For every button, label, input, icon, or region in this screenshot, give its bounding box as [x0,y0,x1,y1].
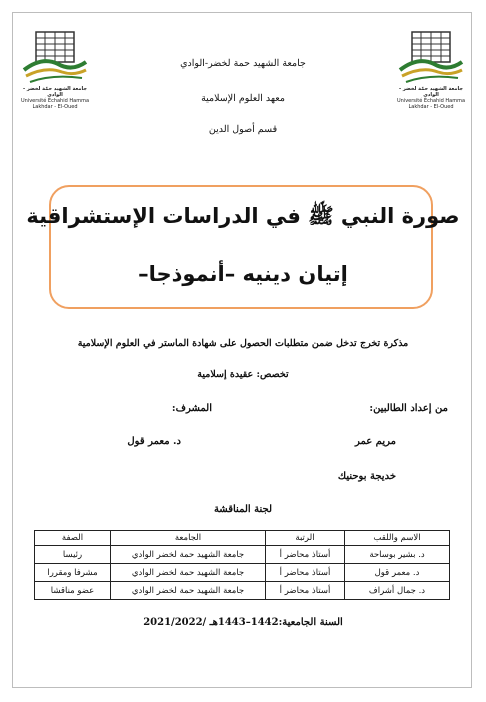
table-cell: أستاذ محاضر أ [266,546,345,564]
institute-name: معهد العلوم الإسلامية [201,93,285,104]
thesis-subtitle: إتيان دينيه –أنموذجا– [138,262,348,286]
table-row [35,582,450,600]
memo-text: مذكرة تخرج تدخل ضمن متطلبات الحصول على شهادة الماستر في العلوم الإسلامية [77,338,409,349]
table-cell: رئيسا [35,546,111,564]
table-cell: جامعة الشهيد حمة لخضر الوادي [111,546,266,564]
table-cell: أستاذ محاضر أ [266,582,345,600]
table-cell: مشرفا ومقررا [35,564,111,582]
student-name: خديجة بوحنيك [337,471,396,482]
column-header: الجامعة [111,531,266,546]
thesis-title: صورة النبي ﷺ في الدراسات الإستشراقية [26,204,460,228]
table-cell: د. جمال أشراف [345,582,450,600]
table-cell: جامعة الشهيد حمة لخضر الوادي [111,564,266,582]
committee-table [34,530,450,600]
table-cell: د. بشير بوساحة [345,546,450,564]
table-row [35,546,450,564]
table-row [35,564,450,582]
table-cell: د. معمر قول [345,564,450,582]
table-header-row [35,531,450,546]
logo-caption-en: Université Echahid Hamma Lakhdar - El-Oued [20,98,90,110]
supervisor-name: د. معمر قول [127,436,181,447]
table-cell: عضو مناقشا [35,582,111,600]
university-logo-left [22,26,88,86]
committee-title: لجنة المناقشة [213,504,273,515]
table-cell: أستاذ محاضر أ [266,564,345,582]
student-name: مريم عمر [354,436,396,447]
column-header: الصفة [35,531,111,546]
column-header: الاسم واللقب [345,531,450,546]
specialty: تخصص: عقيدة إسلامية [197,369,289,380]
supervisor-label: المشرف: [171,403,212,414]
logo-caption-ar: جامعة الشهيد حمّة لخضر - الوادي [23,86,87,98]
logo-caption-ar: جامعة الشهيد حمّة لخضر - الوادي [399,86,463,98]
university-logo-icon [22,26,88,86]
department-name: قسم أصول الدين [208,124,278,135]
university-logo-right [398,26,464,86]
logo-caption-en: Université Echahid Hamma Lakhdar - El-Oued [396,98,466,110]
academic-year: السنة الجامعية:1442–1443هـ /2021/2022 [143,617,343,628]
table-cell: جامعة الشهيد حمة لخضر الوادي [111,582,266,600]
university-name: جامعة الشهيد حمة لخضر-الوادي [180,58,306,69]
students-label: من إعداد الطالبين: [369,403,448,414]
column-header: الرتبة [266,531,345,546]
university-logo-icon [398,26,464,86]
